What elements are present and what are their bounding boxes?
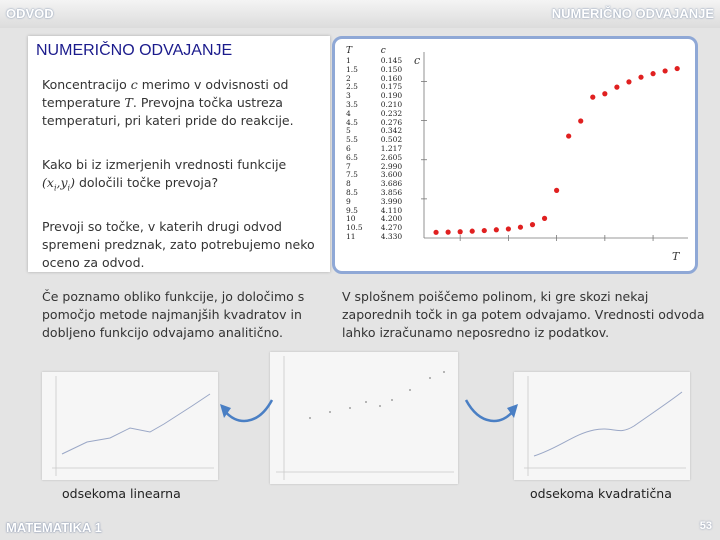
- linear-sketch: [42, 372, 218, 480]
- cell-c: 4.270: [380, 223, 403, 233]
- cell-T: 4.5: [346, 117, 358, 127]
- thumb-data: [270, 352, 458, 484]
- data-point: [590, 95, 595, 100]
- paragraph-polynomial: V splošnem poiščemo polinom, ki gre skozi nekaj zaporednih točk in ga potem odvajamo. Vrednosti odvoda lahko izračunamo neposredno iz podatkov.: [342, 289, 705, 340]
- cell-c: 0.145: [380, 56, 403, 65]
- cell-T: 5.5: [346, 135, 358, 145]
- caption-linear: odsekoma linearna: [62, 486, 181, 501]
- data-point: [433, 230, 438, 235]
- col-header-c: c: [380, 46, 386, 57]
- thumb-quadratic: [514, 372, 690, 480]
- data-point: [663, 68, 668, 73]
- p1-text-b: merimo v odvisnosti od temperature: [42, 77, 289, 110]
- data-table: [342, 46, 406, 242]
- cell-c: 2.605: [380, 152, 403, 162]
- cell-T: 2.5: [346, 82, 358, 92]
- p2-text-a: Kako bi iz izmerjenih vrednosti funkcije: [42, 157, 287, 172]
- cell-T: 8: [346, 179, 351, 189]
- thumb-linear: [42, 372, 218, 480]
- p1-text-a: Koncentracijo: [42, 77, 131, 92]
- data-point: [602, 91, 607, 96]
- paragraph-concentration: [42, 76, 322, 130]
- cell-T: 5: [346, 126, 351, 136]
- cell-T: 4: [346, 108, 351, 118]
- cell-T: 10.5: [346, 223, 363, 233]
- cell-T: 1.5: [346, 64, 358, 74]
- data-point: [578, 118, 583, 123]
- panel-title: NUMERIČNO ODVAJANJE: [36, 42, 233, 59]
- cell-c: 1.217: [380, 143, 403, 153]
- cell-c: 0.342: [380, 126, 403, 136]
- page-number: 53: [699, 520, 712, 532]
- cell-c: 0.502: [380, 135, 403, 145]
- course-name: MATEMATIKA 1: [6, 520, 102, 535]
- cell-T: 2: [346, 73, 351, 83]
- cell-T: 3.5: [346, 99, 358, 109]
- cell-c: 0.210: [380, 99, 403, 109]
- cell-c: 0.276: [380, 117, 403, 127]
- cell-c: 0.175: [380, 82, 403, 92]
- data-point: [626, 79, 631, 84]
- data-point: [675, 66, 680, 71]
- cell-T: 9.5: [346, 205, 358, 215]
- cell-T: 1: [346, 56, 351, 65]
- p1-text-c: . Prevojna točka ustreza temperaturi, pri kateri pride do reakcije.: [42, 95, 294, 128]
- cell-c: 4.110: [380, 205, 403, 215]
- quadratic-sketch: [514, 372, 690, 480]
- cell-c: 3.990: [380, 196, 403, 206]
- cell-c: 4.330: [380, 231, 403, 241]
- var-T: T: [124, 95, 133, 110]
- table-row: [342, 233, 406, 242]
- cell-T: 8.5: [346, 187, 358, 197]
- data-point: [638, 75, 643, 80]
- cell-T: 6.5: [346, 152, 358, 162]
- y-axis-label: c: [414, 54, 421, 67]
- section-title: ODVOD: [6, 6, 54, 21]
- arrow-right: [458, 390, 522, 430]
- data-point: [482, 228, 487, 233]
- cell-T: 10: [346, 214, 356, 224]
- data-point: [506, 226, 511, 231]
- data-sketch: [270, 352, 458, 484]
- cell-T: 11: [346, 231, 356, 241]
- scatter-chart: [410, 42, 692, 266]
- p2-text-b: določili točke prevoja?: [75, 175, 219, 190]
- slide-topic: NUMERIČNO ODVAJANJE: [551, 6, 714, 21]
- caption-quadratic: odsekoma kvadratična: [530, 486, 672, 501]
- cell-c: 0.150: [380, 64, 403, 74]
- cell-T: 7: [346, 161, 351, 171]
- data-point: [554, 188, 559, 193]
- cell-c: 3.600: [380, 170, 403, 180]
- cell-T: 3: [346, 91, 351, 101]
- cell-T: 9: [346, 196, 351, 206]
- data-point: [494, 227, 499, 232]
- cell-c: 4.200: [380, 214, 403, 224]
- cell-c: 0.190: [380, 91, 403, 101]
- data-point: [614, 85, 619, 90]
- math-xi-yi: $(x_i,y_i)$: [42, 175, 75, 193]
- arrow-left: [216, 390, 280, 430]
- paragraph-question: [42, 156, 322, 198]
- data-point: [542, 216, 547, 221]
- cell-c: 0.232: [380, 108, 403, 118]
- data-point: [530, 222, 535, 227]
- col-header-T: T: [346, 46, 353, 57]
- cell-c: 0.160: [380, 73, 403, 83]
- data-point: [650, 71, 655, 76]
- data-point: [446, 230, 451, 235]
- paragraph-least-squares: Če poznamo obliko funkcije, jo določimo s pomočjo metode najmanjših kvadratov in dobljeno funkcijo odvajamo analitično.: [42, 289, 305, 340]
- cell-T: 6: [346, 143, 351, 153]
- var-c: c: [130, 77, 138, 92]
- cell-c: 3.856: [380, 187, 403, 197]
- data-point: [458, 229, 463, 234]
- cell-c: 2.990: [380, 161, 403, 171]
- data-point: [566, 133, 571, 138]
- cell-c: 3.686: [380, 179, 403, 189]
- paragraph-inflection: Prevoji so točke, v katerih drugi odvod spremeni predznak, zato potrebujemo neko oceno za odvod.: [42, 219, 315, 270]
- cell-T: 7.5: [346, 170, 358, 180]
- data-point: [518, 225, 523, 230]
- x-axis-label: T: [672, 250, 680, 263]
- data-point: [470, 229, 475, 234]
